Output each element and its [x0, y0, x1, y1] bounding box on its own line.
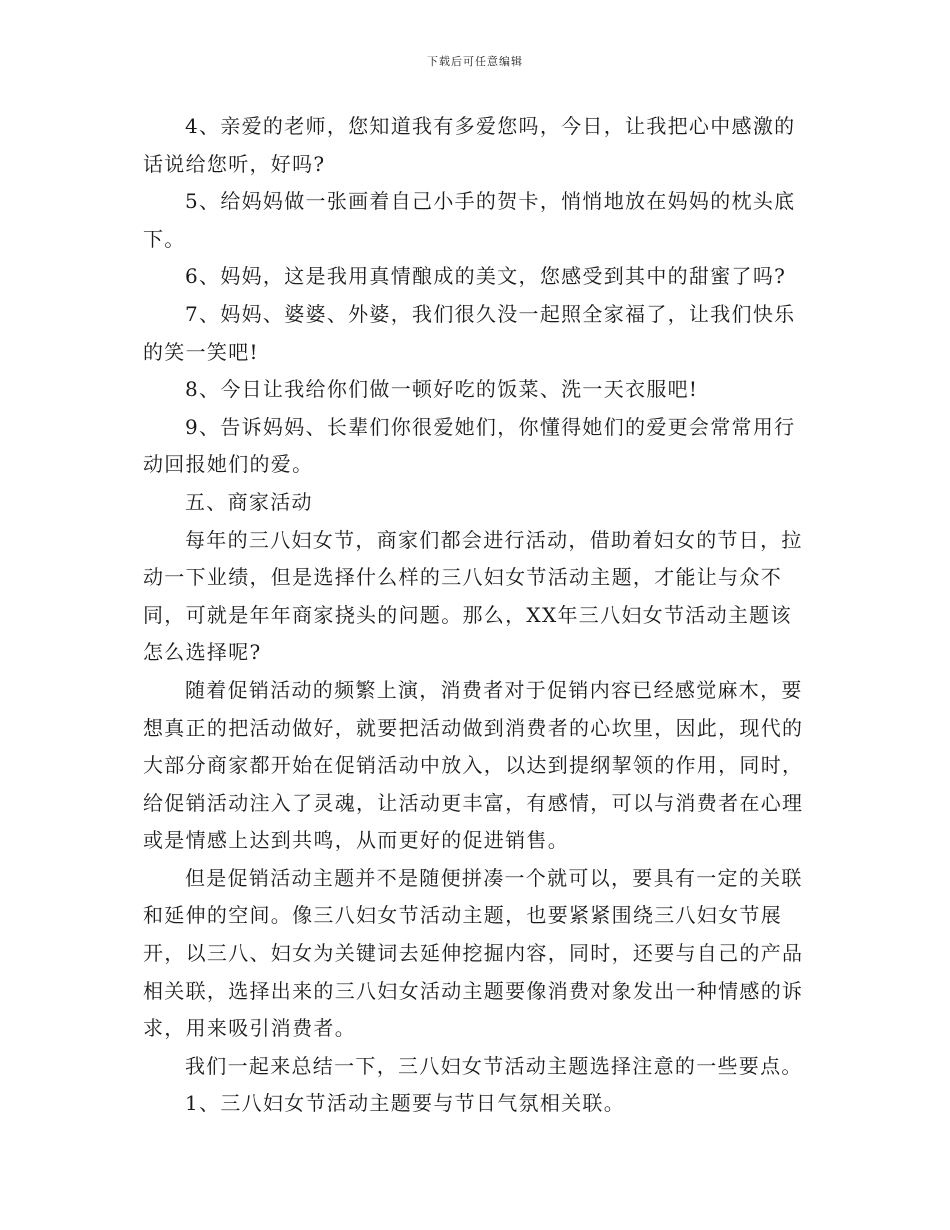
paragraph-item-5: 5、给妈妈做一张画着自己小手的贺卡，悄悄地放在妈妈的枕头底下。: [143, 189, 796, 251]
paragraph-theme: 但是促销活动主题并不是随便拼凑一个就可以，要具有一定的关联和延伸的空间。像三八妇女节活动主题，也要紧紧围绕三八妇女节展开，以三八、妇女为关键词去延伸挖掘内容，同时，还要与自己的产品相关联，选择出来的三八妇女活动主题要像消费对象发出一种情感的诉求，用来吸引消费者。: [143, 865, 804, 1041]
paragraph-intro: 每年的三八妇女节，商家们都会进行活动，借助着妇女的节日，拉动一下业绩，但是选择什么样的三八妇女节活动主题，才能让与众不同，可就是年年商家挠头的问题。那么，XX年三八妇女节活动主题该怎么选择呢?: [143, 527, 803, 665]
paragraph-item-9: 9、告诉妈妈、长辈们你很爱她们，你懂得她们的爱更会常常用行动回报她们的爱。: [143, 414, 796, 477]
paragraph-summary: 我们一起来总结一下，三八妇女节活动主题选择注意的一些要点。: [185, 1053, 803, 1078]
paragraph-item-7: 7、妈妈、婆婆、外婆，我们很久没一起照全家福了，让我们快乐的笑一笑吧!: [143, 301, 796, 364]
section-heading: 五、商家活动: [185, 489, 313, 514]
paragraph-promotion: 随着促销活动的频繁上演，消费者对于促销内容已经感觉麻木，要想真正的把活动做好，就要把活动做到消费者的心坎里，因此，现代的大部分商家都开始在促销活动中放入，以达到提纲挈领的作用，同时，给促销活动注入了灵魂，让活动更丰富，有感情，可以与消费者在心理或是情感上达到共鸣，从而更好的促进销售。: [143, 677, 804, 853]
paragraph-point-1: 1、三八妇女节活动主题要与节日气氛相关联。: [185, 1091, 626, 1116]
paragraph-item-8: 8、今日让我给你们做一顿好吃的饭菜、洗一天衣服吧!: [185, 377, 699, 402]
document-body: [143, 108, 808, 1123]
paragraph-item-4: 4、亲爱的老师，您知道我有多爱您吗，今日，让我把心中感激的话说给您听，好吗?: [143, 114, 796, 176]
page-header-note: 下载后可任意编辑: [427, 55, 523, 68]
paragraph-item-6: 6、妈妈，这是我用真情酿成的美文，您感受到其中的甜蜜了吗?: [185, 264, 787, 289]
